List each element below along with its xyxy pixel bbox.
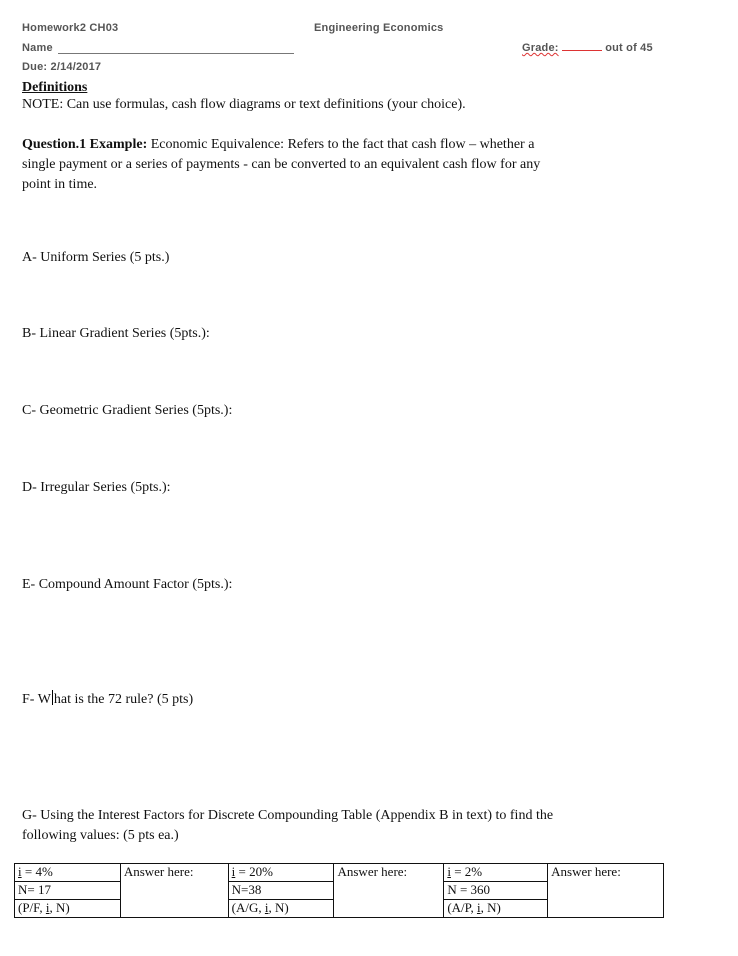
- question1-line2: single payment or a series of payments - can be converted to an equivalent cash flow for any: [22, 157, 541, 172]
- group1-interest: i = 4%: [15, 864, 121, 882]
- group2-factor: (A/G, i, N): [228, 900, 334, 918]
- answer-label: Answer here:: [123, 864, 194, 879]
- answer-label: Answer here:: [337, 864, 408, 879]
- table-row: [15, 864, 664, 882]
- question1-label: Question.1 Example:: [22, 137, 148, 152]
- group3-periods: N = 360: [444, 882, 548, 900]
- group1-answer-cell[interactable]: [120, 864, 228, 918]
- item-f-suffix: hat is the 72 rule? (5 pts): [53, 692, 194, 707]
- item-f-prefix: F- W: [22, 692, 51, 707]
- out-of-total: out of 45: [605, 42, 653, 54]
- item-d-irregular-series: D- Irregular Series (5pts.):: [22, 480, 171, 495]
- group3-factor: (A/P, i, N): [444, 900, 548, 918]
- definitions-title: Definitions: [22, 80, 88, 95]
- grade-label: Grade:: [522, 42, 559, 54]
- name-field-line[interactable]: [58, 53, 294, 54]
- grade-blank[interactable]: [562, 50, 602, 51]
- item-c-geometric-gradient: C- Geometric Gradient Series (5pts.):: [22, 403, 233, 418]
- due-date: Due: 2/14/2017: [22, 61, 102, 73]
- item-f-72-rule: [22, 690, 193, 708]
- item-g-line1: G- Using the Interest Factors for Discrete Compounding Table (Appendix B in text) to find the: [22, 808, 554, 823]
- item-a-uniform-series: A- Uniform Series (5 pts.): [22, 250, 170, 265]
- question1-text1: Economic Equivalence: Refers to the fact that cash flow – whether a: [147, 137, 535, 152]
- name-label-text: Name: [22, 42, 53, 54]
- subject-title: Engineering Economics: [314, 22, 444, 34]
- name-label: [22, 42, 53, 54]
- group2-answer-cell[interactable]: [334, 864, 444, 918]
- item-b-linear-gradient: B- Linear Gradient Series (5pts.):: [22, 326, 210, 341]
- group2-periods: N=38: [228, 882, 334, 900]
- item-g-block: [22, 806, 712, 846]
- question1-block: [22, 135, 702, 195]
- question1-line3: point in time.: [22, 177, 98, 192]
- course-title: Homework2 CH03: [22, 22, 119, 34]
- grade-area: [522, 42, 653, 54]
- group1-factor: (P/F, i, N): [15, 900, 121, 918]
- definitions-note: NOTE: Can use formulas, cash flow diagrams or text definitions (your choice).: [22, 97, 466, 112]
- group1-periods: N= 17: [15, 882, 121, 900]
- item-g-line2: following values: (5 pts ea.): [22, 828, 179, 843]
- interest-factor-table: [14, 863, 664, 918]
- group3-answer-cell[interactable]: [548, 864, 664, 918]
- question1-line1: [22, 135, 702, 155]
- answer-label: Answer here:: [551, 864, 621, 879]
- item-e-compound-amount: E- Compound Amount Factor (5pts.):: [22, 577, 233, 592]
- group2-interest: i = 20%: [228, 864, 334, 882]
- text-cursor: [52, 690, 53, 705]
- group3-interest: i = 2%: [444, 864, 548, 882]
